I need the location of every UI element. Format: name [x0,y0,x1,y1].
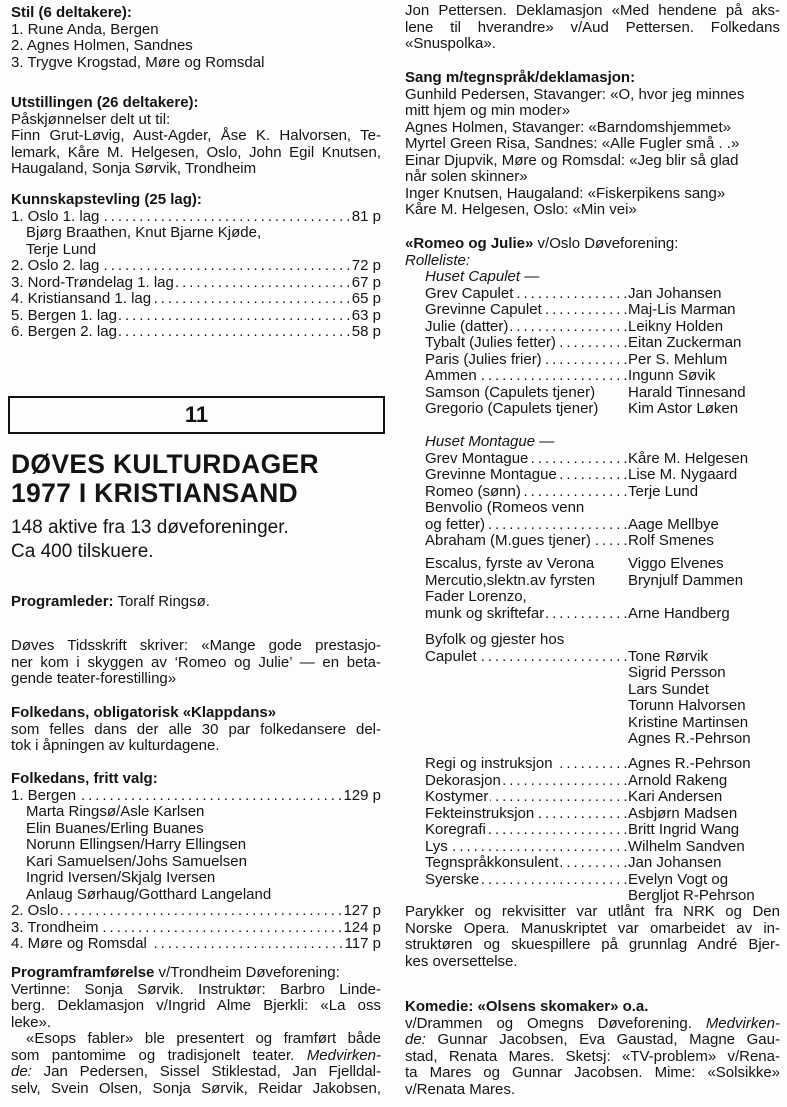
dot-leader [488,822,627,839]
actor-name: Britt Ingrid Wang [628,821,740,838]
dot-leader [481,872,627,889]
dot-leader [530,451,627,468]
dot-leader [176,275,350,292]
cast-role [425,467,628,484]
dot-leader [555,756,627,773]
cast-role [425,533,628,550]
cast-role [425,319,628,336]
text-line: som felles dans der alle 30 par folkedansere del- [11,720,381,738]
score-row [11,291,381,308]
cast-role [425,368,628,385]
pf-heading-bold: Programframførelse [11,964,155,981]
text-line [11,1064,381,1081]
dot-leader [536,806,627,823]
section-heading: Folkedans, obligatorisk «Klappdans» [11,704,277,721]
text-line: Vertinne: Sonja Sørvik. Instruktør: Barbro Linde- [11,980,381,998]
actor-name: Per S. Mehlum [628,350,728,368]
cast-row [425,451,787,468]
cast-role [425,589,628,606]
role-name: Grev Capulet [425,284,514,302]
cast-byfolk [405,632,787,748]
actor-name: Arnold Rakeng [628,771,728,789]
dot-leader [544,302,627,319]
team-members: Kari Samuelsen/Johs Samuelsen [26,852,247,870]
text-line: Gunhild Pedersen, Stavanger: «O, hvor jeg minnes [405,85,745,103]
text-line: berg. Deklamasjon v/Ingrid Alme Bjerkli: «La oss [11,997,381,1014]
cast-row [425,649,787,666]
role-name: Tybalt (Julies fetter) [425,334,556,351]
score-value: 58 p [351,323,381,340]
role-name: Grev Montague [425,449,529,467]
actor-name: Kari Andersen [628,788,723,805]
text-line: struktøren og skuespillere på grunnlag André Bjer- [405,936,780,953]
actor-name: Leikny Holden [628,317,724,335]
cast-row [425,556,787,573]
score-row [11,903,381,920]
role-name: Lys [425,837,448,855]
role-name: Kostymer [425,788,489,805]
role-name: Grevinne Capulet [425,301,542,318]
cast-huset-capulet [405,269,787,418]
cast-role [425,286,628,303]
score-value: 127 p [343,902,381,919]
cast-role [425,517,628,534]
text-line: Haugaland, Sonja Sørvik, Trondheim [11,160,257,177]
text-line: 3. Trygve Krogstad, Møre og Romsdal [11,53,265,71]
score-label: 3. Nord-Trøndelag 1. lag [11,273,174,291]
cast-role [425,773,628,790]
actor-name: Aage Mellbye [628,515,719,533]
text-line: Påskjønnelser delt ut til: [11,110,171,128]
section-sang [405,70,780,219]
dot-leader [515,286,627,303]
score-row [11,788,381,805]
text-line [405,1016,780,1033]
score-label: 2. Oslo [11,902,59,919]
actor-name: Sigrid Persson [628,664,726,681]
score-value: 72 p [351,257,381,274]
role-name: Tegnspråkkonsulent [425,854,559,871]
cast-crew [405,756,787,905]
score-label: 4. Kristiansand 1. lag [11,290,152,307]
section-stil [11,5,381,71]
role-name: Dekorasjon [425,771,501,789]
dot-leader [101,258,349,275]
dot-leader [510,319,627,336]
romeo-heading [405,236,780,253]
cast-role [425,556,628,573]
role-name: Benvolio (Romeos venn [425,499,585,516]
cast-role [425,302,628,319]
cast-row [425,352,787,369]
text-seg-italic: Medvirken- [306,1046,381,1064]
text-line: tok i åpningen av kulturdagene. [11,737,220,754]
cast-role [425,500,628,517]
text-line: stad, Renata Mares. Sketsj: «TV-problem» v/Rena- [405,1047,780,1065]
text-seg: v/Drammen og Omegns Døveforening. [405,1014,706,1032]
actor-name: Brynjulf Dammen [628,571,744,589]
text-line: Myrtel Green Risa, Sandnes: «Alle Fugler små . .» [405,135,740,152]
actor-name: Wilhelm Sandven [628,837,745,855]
role-name: Ammen [425,367,477,384]
dot-leader [101,920,342,937]
role-name: Capulet [425,647,477,665]
actor-name: Tone Rørvik [628,647,709,665]
actor-name: Arne Handberg [628,604,730,622]
dot-leader [546,606,627,623]
section-tidsskrift-quote [11,638,381,688]
actor-name: Bergljot R-Pehrson [628,887,755,904]
dot-leader [153,291,350,308]
dot-leader [560,855,627,872]
actor-name: Kim Astor Løken [628,400,739,417]
chapter-number-box: 11 [8,396,385,434]
byfolk-label: Byfolk og gjester hos [425,631,565,648]
role-name: Julie (datter) [425,317,509,335]
text-seg: Jan Pedersen, Sissel Stiklestad, Jan Fjelldal- [31,1063,381,1080]
team-members: Elin Buanes/Erling Buanes [26,819,204,837]
cast-row [425,756,787,773]
section-parykker [405,904,780,970]
cast-role [425,806,628,823]
cast-row [425,872,787,889]
dot-leader [559,467,627,484]
role-name: Abraham (M.gues tjener) [425,532,591,549]
section-heading: Stil (6 deltakere): [11,4,132,21]
dot-leader [558,335,627,352]
score-value: 117 p [344,935,381,952]
text-line: lemark, Kåre M. Helgesen, Oslo, John Egil Knutsen, [11,143,381,161]
text-seg-italic: Medvirken- [705,1014,780,1032]
text-line: Norske Opera. Manuskriptet var omarbeidet av in- [405,919,780,937]
score-label: 5. Bergen 1. lag [11,306,117,324]
text-line: 2. Agnes Holmen, Sandnes [11,37,193,54]
text-line: Agnes Holmen, Stavanger: «Barndomshjemmet» [405,118,732,136]
section-heading: Sang m/tegnspråk/deklamasjon: [405,69,636,86]
cast-role [425,649,628,666]
role-name: Regi og instruksjon [425,755,553,772]
text-seg-italic: de: [11,1063,32,1080]
score-value: 124 p [343,918,381,936]
cast-role [425,872,628,889]
text-line: Inger Knutsen, Haugaland: «Fiskerpikens sang» [405,184,726,202]
dot-leader [479,649,627,666]
text-line: ta Mares og Gunnar Jacobsen. Mime: «Solsikke» [405,1064,780,1081]
section-heading: Kunnskapstevling (25 lag): [11,191,202,208]
text-line: Jon Pettersen. Deklamasjon «Med hendene på aks- [405,2,780,19]
dot-leader [523,484,627,501]
cast-role [425,573,628,590]
section-folkedans-fritt-valg [11,771,381,953]
cast-role [425,484,628,501]
text-line: «Snuspolka». [405,35,496,52]
score-value: 81 p [351,207,381,225]
cast-row [425,385,787,402]
team-members: Terje Lund [26,240,97,258]
cast-row [425,589,787,606]
cast-role [425,756,628,773]
dot-leader [490,789,627,806]
actor-name: Rolf Smenes [628,532,714,549]
role-name: Koregrafi [425,821,486,838]
cast-role [425,385,628,402]
cast-row [425,533,787,550]
actor-name: Lise M. Nygaard [628,466,738,483]
score-label: 6. Bergen 2. lag [11,323,117,340]
score-row [11,308,381,325]
score-row [11,920,381,937]
section-utstillingen [11,95,381,178]
actor-name: Lars Sundet [628,680,709,698]
komedie-heading: Komedie: «Olsens skomaker» o.a. [405,998,649,1015]
text-line: når solen skinner» [405,168,528,185]
cast-row [425,500,787,517]
actor-name: Evelyn Vogt og [628,870,729,888]
dot-leader [61,903,342,920]
cast-role [425,451,628,468]
subtitle-line: 148 aktive fra 13 døveforeninger. [11,517,289,538]
cast-row [425,789,787,806]
cast-row [425,401,787,418]
section-continued-text [405,3,780,53]
cast-role [425,789,628,806]
role-name: Escalus, fyrste av Verona [425,555,595,572]
cast-huset-montague [405,434,787,550]
romeo-heading-rest: v/Oslo Døveforening: [533,235,679,252]
score-value: 63 p [351,306,381,324]
text-line [11,1048,381,1065]
cast-row [425,368,787,385]
actor-name: Asbjørn Madsen [628,804,738,822]
cast-row [425,319,787,336]
house-label: Huset Montague — [425,433,555,450]
section-heading: Utstillingen (26 deltakere): [11,94,199,111]
cast-row [425,484,787,501]
cast-row [425,302,787,319]
section-kunnskapstevling [11,192,381,341]
actor-name: Harald Tinnesand [628,383,746,401]
actor-name: Jan Johansen [628,854,722,871]
text-line: 1. Rune Anda, Bergen [11,20,159,38]
text-line [405,1032,780,1049]
house-label: Huset Capulet — [425,268,540,285]
role-name: Fekteinstruksjon [425,804,535,822]
text-seg: Gunnar Jacobsen, Eva Gaustad, Magne Gau- [425,1031,780,1048]
section-programleder [11,594,381,611]
role-name: Paris (Julies frier) [425,350,542,368]
pf-heading [11,965,381,982]
text-line: leke». [11,1013,52,1031]
actor-name: Jan Johansen [628,284,722,302]
team-members: Ingrid Iversen/Skjalg Iversen [26,869,216,886]
text-line: lene til hverandre» v/Aud Pettersen. Folkedans [405,18,780,36]
subtitle-line: Ca 400 tilskuere. [11,541,154,562]
text-line: Einar Djupvik, Møre og Romsdal: «Jeg blir så glad [405,151,739,169]
role-name: og fetter) [425,515,486,533]
cast-row [425,286,787,303]
team-members: Anlaug Sørhaug/Gotthard Langeland [26,885,272,903]
programleder-label: Programleder: [11,593,114,610]
article-subtitle [11,516,289,564]
dot-leader [487,517,627,534]
cast-role [425,855,628,872]
actor-name: Kåre M. Helgesen [628,449,749,467]
role-name: Syerske [425,870,480,888]
score-row [11,936,381,953]
text-seg-italic: de: [405,1031,426,1048]
section-programframforelse [11,965,381,1097]
cast-role [425,335,628,352]
actor-name: Agnes R.-Pehrson [628,730,751,747]
programleder-name: Toralf Ringsø. [113,593,210,610]
actor-name: Maj-Lis Marman [628,301,736,318]
cast-row [425,839,787,856]
score-row [11,209,381,226]
title-line: DØVES KULTURDAGER [11,449,319,479]
cast-others [405,556,787,622]
role-name: Romeo (sønn) [425,482,521,500]
cast-role [425,401,628,418]
rolleliste-label: Rolleliste: [405,251,471,269]
role-name: Grevinne Montague [425,466,557,483]
text-seg: som pantomime og tradisjonelt teater. [11,1046,307,1064]
score-value: 129 p [343,786,381,804]
cast-row [425,335,787,352]
score-row [11,324,381,341]
cast-row [425,855,787,872]
role-name: Mercutio,slektn.av fyrsten [425,571,596,589]
section-folkedans-obligatorisk [11,705,381,755]
section-heading: Folkedans, fritt valg: [11,770,158,787]
text-line: v/Renata Mares. [405,1080,516,1098]
actor-name: Agnes R.-Pehrson [628,755,751,772]
text-line: mitt hjem og min moder» [405,102,571,119]
score-label: 2. Oslo 2. lag [11,257,100,274]
role-name: Fader Lorenzo, [425,588,527,605]
pf-heading-rest: v/Trondheim Døveforening: [154,964,340,981]
dot-leader [593,533,627,550]
section-romeo-og-julie [405,236,780,269]
role-name: Samson (Capulets tjener) [425,383,596,401]
cast-role [425,839,628,856]
text-line: selv, Svein Olsen, Sonja Sørvik, Reidar Jakobsen, [11,1079,381,1097]
actor-name: Ingunn Søvik [628,367,716,384]
dot-leader [450,839,627,856]
score-label: 1. Bergen [11,786,77,804]
cast-row [425,606,787,623]
team-members: Norunn Ellingsen/Harry Ellingsen [26,836,247,853]
cast-row [425,573,787,590]
score-label: 4. Møre og Romsdal [11,935,147,952]
role-name: Gregorio (Capulets tjener) [425,400,599,417]
actor-name: Kristine Martinsen [628,713,749,731]
score-value: 67 p [351,273,381,291]
cast-row [425,773,787,790]
text-line: kes oversettelse. [405,952,518,970]
role-name: munk og skriftefar [425,604,545,622]
team-members: Marta Ringsø/Asle Karlsen [26,803,205,820]
text-line: ner kom i skyggen av ‘Romeo og Julie’ — en beta- [11,653,381,671]
cast-role [425,822,628,839]
cast-row [425,517,787,534]
title-line: 1977 I KRISTIANSAND [11,478,298,508]
score-value: 65 p [351,290,381,307]
score-row [11,258,381,275]
text-line: gende teater-forestilling» [11,670,177,687]
score-row [11,275,381,292]
romeo-heading-bold: «Romeo og Julie» [405,235,534,252]
dot-leader [503,773,627,790]
score-label: 1. Oslo 1. lag [11,207,100,225]
dot-leader [544,352,627,369]
dot-leader [479,368,627,385]
text-line: Finn Grut-Løvig, Aust-Agder, Åse K. Halvorsen, Te- [11,127,381,144]
cast-role [425,606,628,623]
text-line: «Esops fabler» ble presentert og framført både [26,1030,381,1047]
actor-name: Terje Lund [628,482,699,500]
dot-leader [101,209,349,226]
cast-role [425,352,628,369]
dot-leader [78,788,341,805]
dot-leader [149,936,343,953]
actor-name: Eitan Zuckerman [628,334,742,351]
actor-name: Torunn Halvorsen [628,697,746,714]
actor-name: Viggo Elvenes [628,555,724,572]
cast-row [425,806,787,823]
section-komedie [405,999,780,1098]
dot-leader [119,308,350,325]
text-line: Døves Tidsskrift skriver: «Mange gode prestasjo- [11,637,381,654]
dot-leader [119,324,350,341]
text-line: Parykker og rekvisitter var utlånt fra NRK og Den [405,903,780,920]
text-line: Kåre M. Helgesen, Oslo: «Min vei» [405,201,637,218]
article-title [11,450,319,508]
cast-row [425,467,787,484]
score-label: 3. Trondheim [11,918,99,936]
cast-row [425,822,787,839]
team-members: Bjørg Braathen, Knut Bjarne Kjøde, [26,224,262,241]
